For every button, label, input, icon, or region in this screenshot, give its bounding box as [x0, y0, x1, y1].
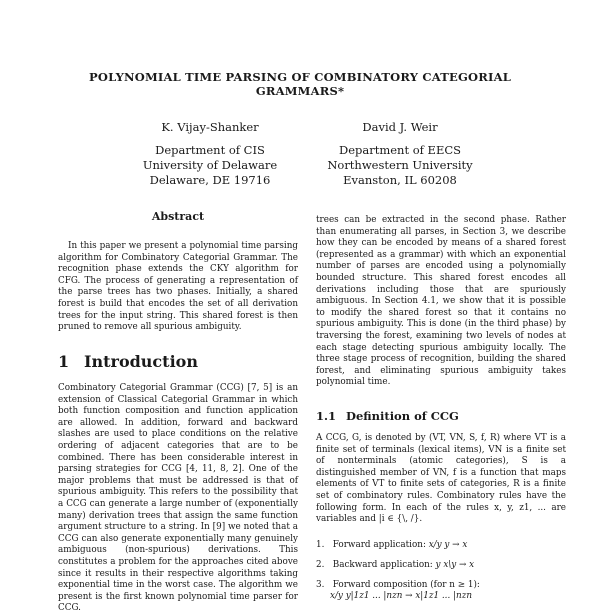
author-block-2 — [300, 120, 500, 188]
rule-label: Backward application: — [332, 560, 433, 570]
section-number: 1 — [58, 352, 70, 371]
rule-number: 2. — [316, 560, 325, 570]
section-heading-introduction — [58, 353, 198, 371]
author-department: Department of EECS — [338, 143, 462, 157]
title-line-1: POLYNOMIAL TIME PARSING OF COMBINATORY CATEGORIAL — [89, 70, 511, 84]
section-title: Introduction — [84, 352, 198, 371]
abstract-text: In this paper we present a polynomial time parsing algorithm for Combinatory Categorial Grammar. The recognition phase extends the CKY algorithm for CFG. The process of generating a representation of the parse trees has two phases. Initially, a shared forest is build that encodes the set of all derivation trees for the input string. This shared forest is then pruned to remove all spurious ambiguity. — [58, 241, 298, 333]
author-block-1 — [110, 120, 310, 188]
author-name: K. Vijay-Shanker — [161, 120, 259, 134]
author-city: Evanston, IL 60208 — [343, 173, 457, 187]
definition-text: A CCG, G, is denoted by (VT, VN, S, f, R) where VT is a finite set of terminals (lexical items), VN is a finite set of nonterminals (atomic categories), S is a distinguished member of VN, f is a function that maps elements of VT to finite sets of categories, R is a finite set of combinatory rules. Combinatory rules have the following form. In each of the rules x, y, z1, ... are variables and |i ∈ {\, /}. — [316, 433, 566, 525]
paper-title — [60, 70, 540, 98]
author-department: Department of CIS — [155, 143, 265, 157]
rule-formula: y x\y → x — [435, 560, 475, 570]
left-column — [58, 210, 298, 334]
rule-label: Forward composition (for n ≥ 1): — [332, 580, 480, 590]
subsection-number: 1.1 — [316, 409, 337, 423]
rule-number: 3. — [316, 580, 325, 590]
rule-item — [316, 560, 566, 571]
abstract-heading: Abstract — [151, 210, 205, 223]
rule-label: Forward application: — [332, 540, 426, 550]
title-line-2: GRAMMARS* — [255, 84, 345, 98]
subsection-title: Definition of CCG — [346, 409, 459, 423]
right-column-text: trees can be extracted in the second phase. Rather than enumerating all parses, in Section 3, we describe how they can be encoded by means of a shared forest (represented as a grammar) with which an exponential number of parses are encoded using a polynomially bounded structure. This shared forest encodes all derivations including those that are spuriously ambiguous. In Section 4.1, we show that it is possible to modify the shared forest so that it contains no spurious ambiguity. This is done (in the third phase) by traversing the forest, examining two levels of nodes at each stage detecting spurious ambiguity locally. The three stage process of recognition, building the shared forest, and eliminating spurious ambiguity takes polynomial time. — [316, 215, 566, 388]
rule-item — [316, 540, 566, 551]
author-name: David J. Weir — [362, 120, 438, 134]
rule-formula: x/y y → x — [428, 540, 468, 550]
rule-number: 1. — [316, 540, 325, 550]
rule-formula: x/y y|1z1 ... |nzn → x|1z1 ... |nzn — [330, 591, 472, 601]
author-university: University of Delaware — [142, 158, 278, 172]
introduction-text: Combinatory Categorial Grammar (CCG) [7, 5] is an extension of Classical Categorial Grammar in which both function composition and function application are allowed. In addition, forward and backward slashes are used to place conditions on the relative ordering of adjacent categories that are to be combined. There has been considerable interest in parsing strategies for CCG [4, 11, 8, 2]. One of the major problems that must be addressed is that of spurious ambiguity. This refers to the possibility that a CCG can generate a large number of (exponentially many) derivation trees that assign the same function argument structure to a string. In [9] we noted that a CCG can also generate exponentially many genuinely ambiguous (non-spurious) derivations. This constitutes a problem for the approaches cited above since it results in their respective algorithms taking exponential time in the worst case. The algorithm we present is the first known polynomial time parser for CCG. — [58, 383, 298, 614]
author-university: Northwestern University — [327, 158, 473, 172]
rule-item — [316, 580, 566, 602]
author-city: Delaware, DE 19716 — [149, 173, 271, 187]
subsection-heading-definition — [316, 409, 459, 423]
right-column — [316, 215, 566, 389]
